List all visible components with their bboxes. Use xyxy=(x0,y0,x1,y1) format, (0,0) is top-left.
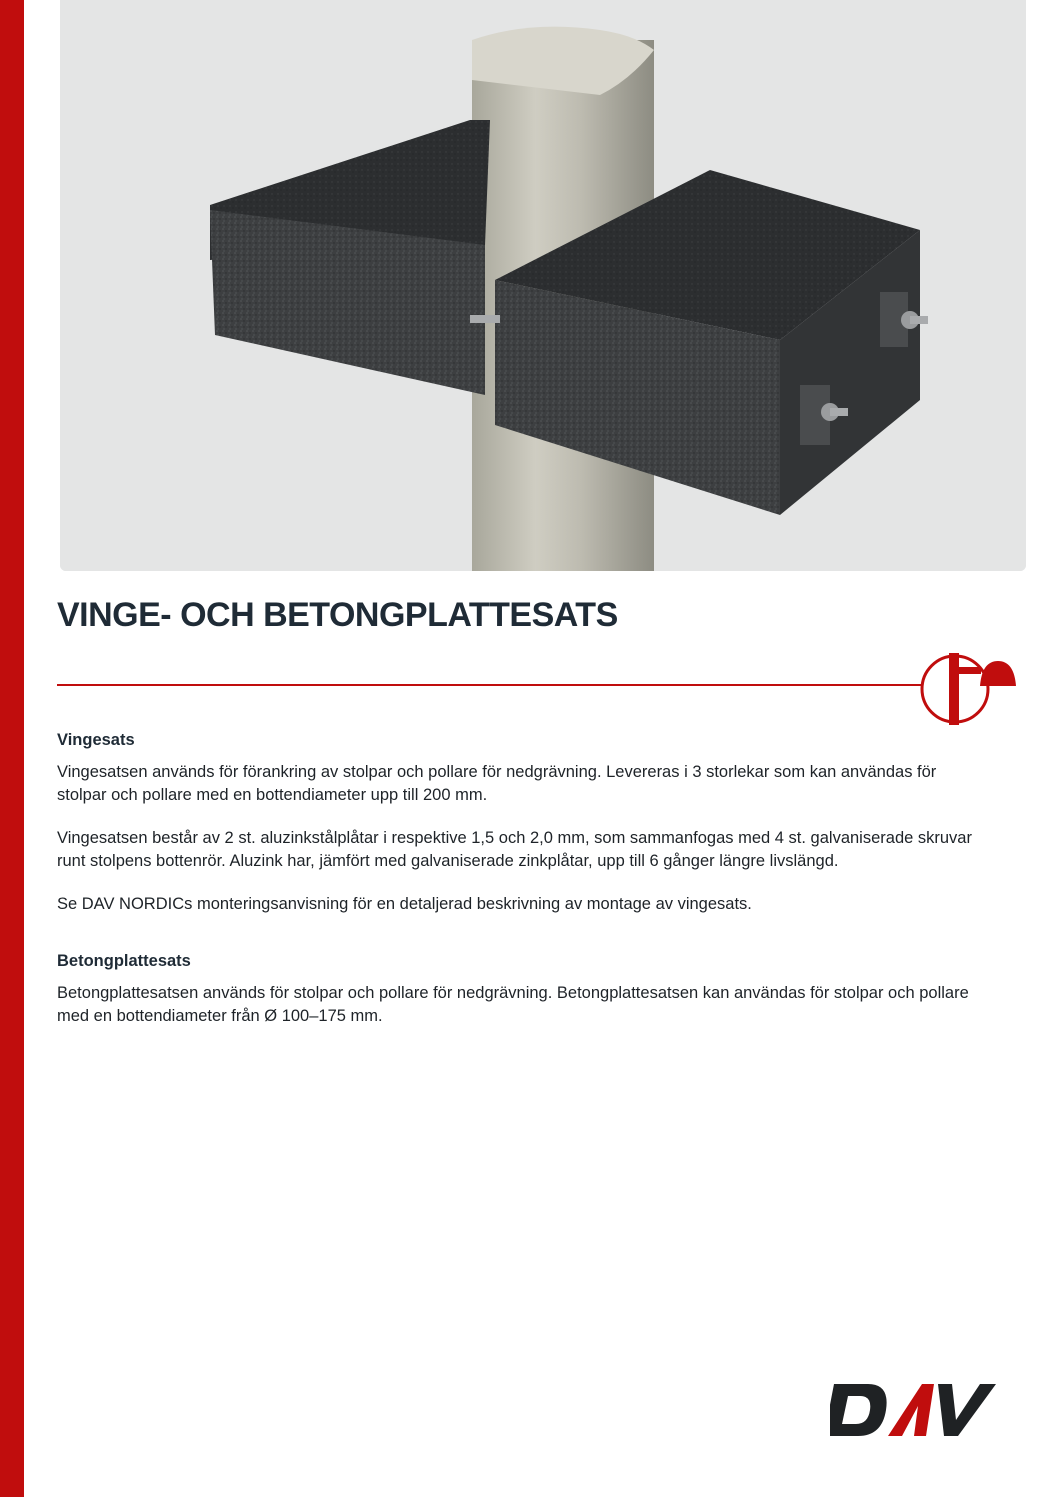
title-divider xyxy=(57,684,923,686)
document-body xyxy=(57,729,987,1048)
paragraph: Se DAV NORDICs monteringsanvisning för en detaljerad beskrivning av montage av vingesats. xyxy=(57,895,752,913)
dav-logo xyxy=(830,1380,1000,1440)
hero-image xyxy=(60,0,1026,571)
paragraph: Betongplattesatsen används för stolpar och pollare för nedgrävning. Betongplattesatsen kan användas för stolpar och pollare med en bottendiameter från Ø 100–175 mm. xyxy=(57,984,969,1025)
paragraph: Vingesatsen består av 2 st. aluzinkstålplåtar i respektive 1,5 och 2,0 mm, som sammanfogas med 4 st. galvaniserade skruvar runt stolpens bottenrör. Aluzink har, jämfört med galvaniserade zinkplåtar, upp till 6 gånger längre livslängd. xyxy=(57,829,972,870)
left-accent-bar xyxy=(0,0,24,1497)
section-heading-vingesats: Vingesats xyxy=(57,731,135,749)
dav-emblem-icon xyxy=(918,649,1018,729)
page-title: VINGE- OCH BETONGPLATTESATS xyxy=(57,596,618,634)
paragraph: Vingesatsen används för förankring av stolpar och pollare för nedgrävning. Levereras i 3 storlekar som kan användas för stolpar och pollare med en bottendiameter upp till 200 mm. xyxy=(57,763,937,804)
section-heading-betongplattesats: Betongplattesats xyxy=(57,952,191,970)
